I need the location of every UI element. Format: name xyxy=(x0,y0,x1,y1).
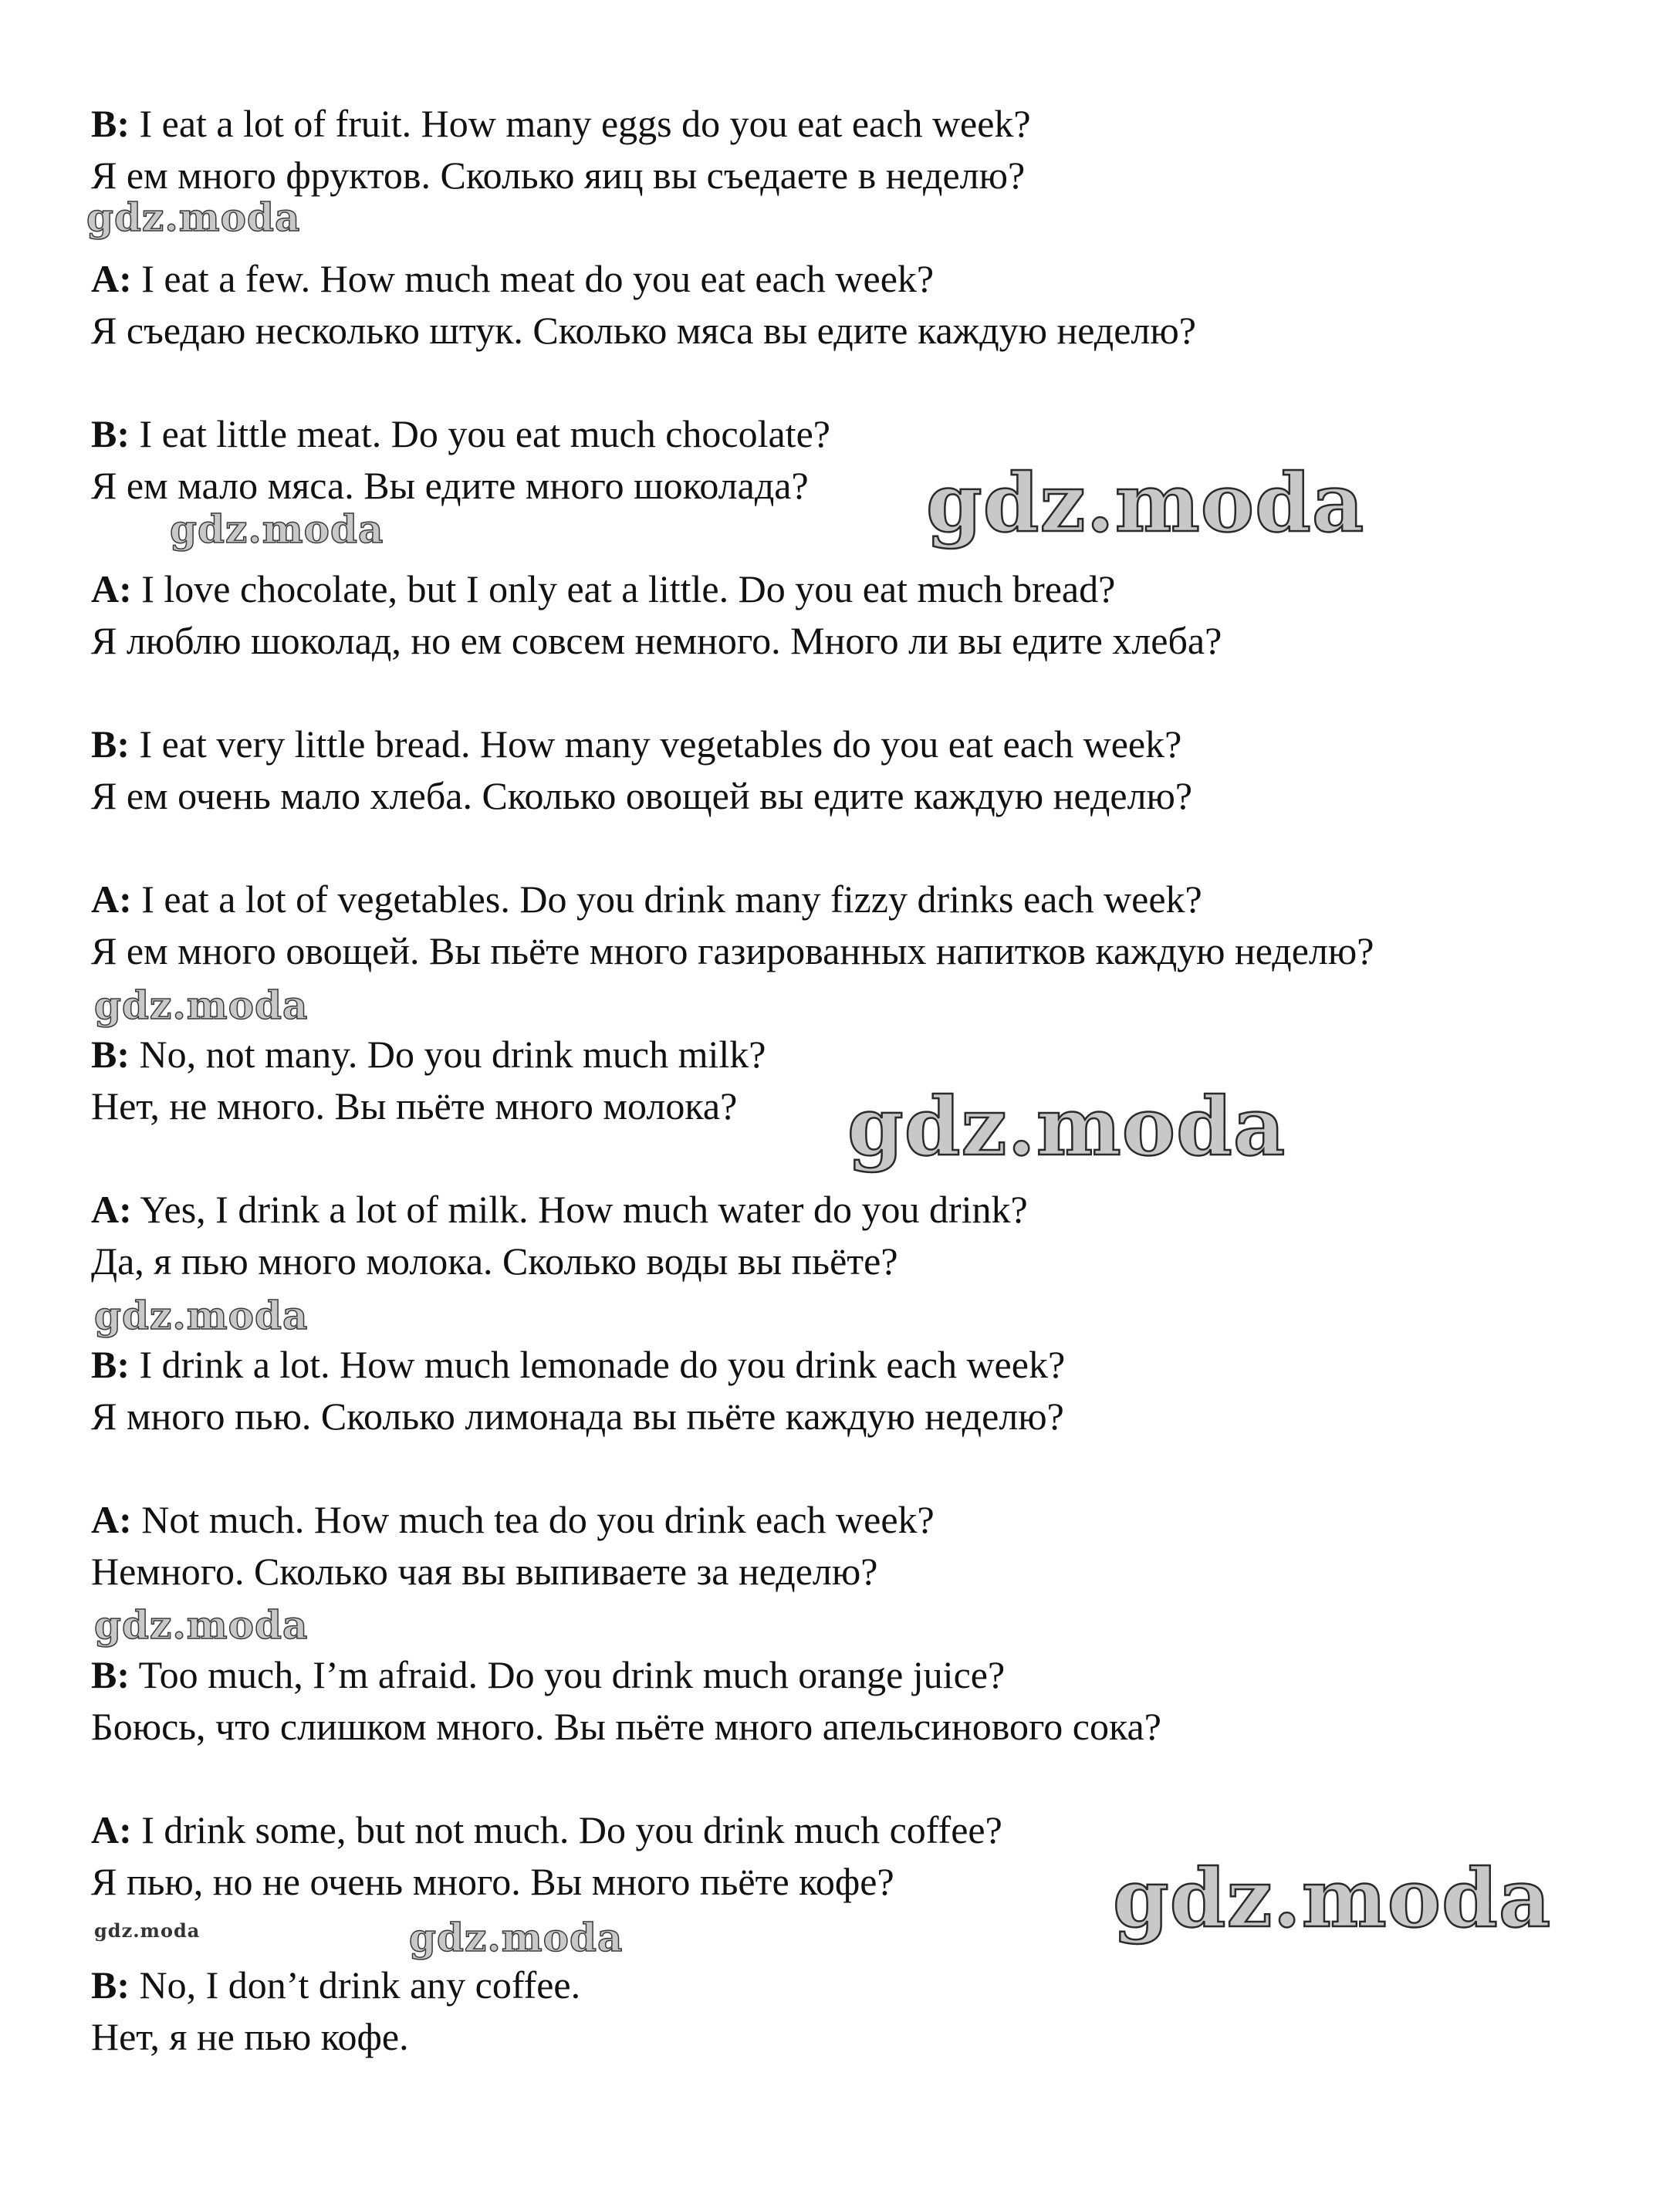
speaker-label: B: xyxy=(91,1963,130,2007)
speaker-label: B: xyxy=(91,412,130,455)
speaker-label: A: xyxy=(91,567,132,610)
english-text: No, not many. Do you drink much milk? xyxy=(139,1033,766,1076)
english-text: Too much, I’m afraid. Do you drink much orange juice? xyxy=(138,1653,1006,1696)
watermark-logo: gdz.moda xyxy=(86,194,301,240)
watermark-logo: gdz.moda xyxy=(409,1915,624,1960)
dialogue-line-en xyxy=(91,721,1181,767)
dialogue-line-en xyxy=(91,411,830,457)
dialogue-line-ru: Я ем очень мало хлеба. Сколько овощей вы едите каждую неделю? xyxy=(91,774,1193,817)
watermark-logo: gdz.moda xyxy=(847,1079,1286,1174)
watermark-logo: gdz.moda xyxy=(926,455,1365,550)
english-text: I love chocolate, but I only eat a little. Do you eat much bread? xyxy=(141,567,1116,610)
speaker-label: A: xyxy=(91,257,132,300)
speaker-label: B: xyxy=(91,1343,130,1386)
dialogue-line-ru: Я ем мало мяса. Вы едите много шоколада? xyxy=(91,464,809,507)
speaker-label: A: xyxy=(91,1808,132,1851)
watermark-logo: gdz.moda xyxy=(94,1293,309,1338)
dialogue-line-ru: Да, я пью много молока. Сколько воды вы пьёте? xyxy=(91,1239,898,1283)
dialogue-line-ru: Я много пью. Сколько лимонада вы пьёте каждую неделю? xyxy=(91,1395,1064,1438)
english-text: I eat a lot of fruit. How many eggs do you eat each week? xyxy=(139,102,1031,145)
dialogue-line-en xyxy=(91,1962,580,2008)
english-text: Yes, I drink a lot of milk. How much water do you drink? xyxy=(140,1188,1028,1231)
dialogue-line-en xyxy=(91,1496,935,1543)
dialogue-line-ru: Немного. Сколько чая вы выпиваете за неделю? xyxy=(91,1550,878,1593)
english-text: I drink some, but not much. Do you drink much coffee? xyxy=(141,1808,1002,1851)
english-text: I eat very little bread. How many vegetables do you eat each week? xyxy=(139,722,1182,766)
english-text: I eat little meat. Do you eat much chocolate? xyxy=(139,412,830,455)
dialogue-line-en xyxy=(91,255,934,302)
speaker-label: B: xyxy=(91,1033,130,1076)
dialogue-line-ru: Я люблю шоколад, но ем совсем немного. Много ли вы едите хлеба? xyxy=(91,619,1222,662)
dialogue-line-ru: Я ем много фруктов. Сколько яиц вы съедаете в неделю? xyxy=(91,154,1026,197)
dialogue-line-en xyxy=(91,1341,1065,1388)
watermark-logo: gdz.moda xyxy=(170,506,384,552)
watermark-logo: gdz.moda xyxy=(94,982,309,1028)
speaker-label: B: xyxy=(91,102,130,145)
english-text: No, I don’t drink any coffee. xyxy=(139,1963,581,2007)
speaker-label: B: xyxy=(91,722,130,766)
dialogue-line-ru: Я съедаю несколько штук. Сколько мяса вы едите каждую неделю? xyxy=(91,309,1196,352)
dialogue-line-en xyxy=(91,1652,1005,1698)
dialogue-line-ru: Я пью, но не очень много. Вы много пьёте кофе? xyxy=(91,1860,894,1903)
english-text: I eat a few. How much meat do you eat each week? xyxy=(141,257,935,300)
watermark-logo: gdz.moda xyxy=(94,1919,201,1942)
dialogue-line-en xyxy=(91,100,1031,147)
dialogue-line-ru: Нет, не много. Вы пьёте много молока? xyxy=(91,1084,738,1128)
english-text: I eat a lot of vegetables. Do you drink many fizzy drinks each week? xyxy=(141,877,1202,921)
dialogue-line-en xyxy=(91,876,1202,922)
speaker-label: A: xyxy=(91,1188,132,1231)
dialogue-line-en xyxy=(91,566,1115,612)
watermark-logo: gdz.moda xyxy=(1113,1851,1552,1946)
dialogue-line-ru: Боюсь, что слишком много. Вы пьёте много апельсинового сока? xyxy=(91,1705,1161,1748)
dialogue-line-en xyxy=(91,1031,766,1077)
dialogue-line-en xyxy=(91,1807,1002,1853)
speaker-label: B: xyxy=(91,1653,130,1696)
dialogue-line-ru: Я ем много овощей. Вы пьёте много газированных напитков каждую неделю? xyxy=(91,929,1374,972)
english-text: Not much. How much tea do you drink each week? xyxy=(141,1498,935,1541)
english-text: I drink a lot. How much lemonade do you drink each week? xyxy=(139,1343,1066,1386)
dialogue-line-ru: Нет, я не пью кофе. xyxy=(91,2015,409,2058)
speaker-label: A: xyxy=(91,1498,132,1541)
speaker-label: A: xyxy=(91,877,132,921)
watermark-logo: gdz.moda xyxy=(94,1602,309,1648)
dialogue-line-en xyxy=(91,1186,1028,1232)
